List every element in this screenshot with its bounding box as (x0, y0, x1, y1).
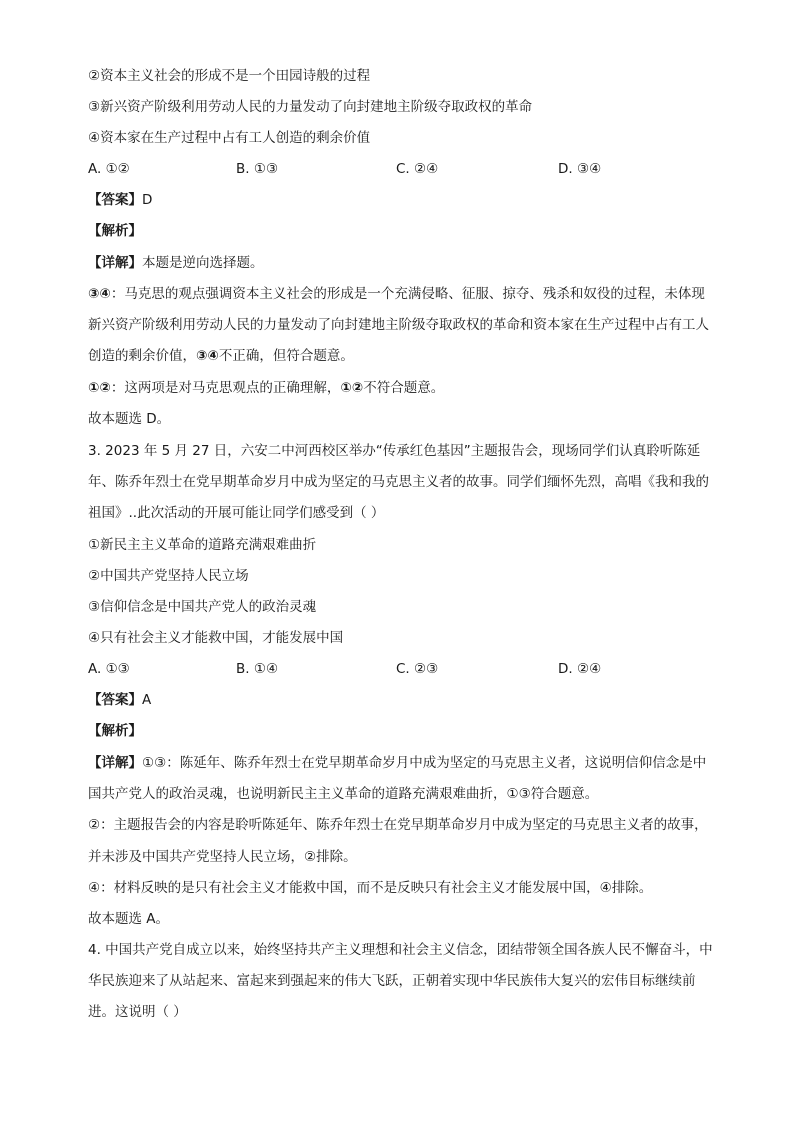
q3-detail3-line1: ④：材料反映的是只有社会主义才能救中国，而不是反映只有社会主义才能发展中国，④排除。 (88, 880, 653, 896)
q2-option-a: A. ①② (88, 161, 130, 177)
q3-item-3: ③信仰信念是中国共产党人的政治灵魂 (88, 599, 317, 615)
q3-options (88, 659, 728, 679)
q2-para1-mark2: ③④ (196, 348, 219, 364)
q3-answer-tag: 【答案】 (88, 692, 142, 708)
q2-para2-mark: ①② (88, 380, 111, 396)
q3-detail-tag: 【详解】 (88, 755, 142, 771)
q3-detail-line2: 国共产党人的政治灵魂，也说明新民主主义革命的道路充满艰难曲折，①③符合题意。 (88, 786, 599, 802)
q3-stem-line1: 3. 2023 年 5 月 27 日，六安二中河西校区举办“传承红色基因”主题报告会，现场同学们认真聆听陈延 (88, 443, 701, 459)
q2-option-b: B. ①③ (236, 161, 279, 177)
q2-para1-text1: ：马克思的观点强调资本主义社会的形成是一个充满侵略、征服、掠夺、残杀和奴役的过程，未体现 (110, 286, 705, 302)
q3-detail-line1 (88, 753, 728, 773)
q3-answer-value: A (142, 692, 152, 708)
q2-para1-line1 (88, 284, 728, 304)
q2-item-2: ②资本主义社会的形成不是一个田园诗般的过程 (88, 68, 371, 84)
q3-option-b: B. ①④ (236, 661, 279, 677)
q3-conclusion: 故本题选 A。 (88, 911, 170, 927)
q3-option-d: D. ②④ (558, 661, 602, 677)
q2-conclusion: 故本题选 D。 (88, 411, 171, 427)
q3-item-1: ①新民主主义革命的道路充满艰难曲折 (88, 537, 317, 553)
q2-para2 (88, 378, 728, 398)
q3-detail-text1: ①③：陈延年、陈乔年烈士在党早期革命岁月中成为坚定的马克思主义者，这说明信仰信念是中 (142, 755, 707, 771)
q2-detail-tag: 【详解】 (88, 255, 142, 271)
q4-stem-line1: 4. 中国共产党自成立以来，始终坚持共产主义理想和社会主义信念，团结带领全国各族人民不懈奋斗，中 (88, 942, 713, 958)
q4-stem-line2: 华民族迎来了从站起来、富起来到强起来的伟大飞跃，正朝着实现中华民族伟大复兴的宏伟目标继续前 (88, 973, 696, 989)
q3-detail2-line1: ②：主题报告会的内容是聆听陈延年、陈乔年烈士在党早期革命岁月中成为坚定的马克思主义者的故事， (88, 817, 708, 833)
q3-analysis-tag: 【解析】 (88, 723, 142, 739)
q2-answer-tag: 【答案】 (88, 192, 142, 208)
q2-para2-mark2: ①② (340, 380, 364, 396)
q3-option-c: C. ②③ (396, 661, 439, 677)
q2-option-d: D. ③④ (558, 161, 602, 177)
q2-para2-text-b: 不符合题意。 (363, 380, 445, 396)
q3-stem-line3: 祖国》..此次活动的开展可能让同学们感受到（ ） (88, 505, 385, 521)
q2-para1-text3a: 创造的剩余价值， (88, 348, 196, 364)
q2-para1-mark: ③④ (88, 286, 111, 302)
q2-analysis-tag: 【解析】 (88, 223, 142, 239)
q3-answer (88, 690, 728, 710)
q2-item-3: ③新兴资产阶级利用劳动人民的力量发动了向封建地主阶级夺取政权的革命 (88, 99, 533, 115)
q2-para1-line3 (88, 346, 728, 366)
q2-para1-line2: 新兴资产阶级利用劳动人民的力量发动了向封建地主阶级夺取政权的革命和资本家在生产过程中占有工人 (88, 317, 709, 333)
q3-stem-line2: 年、陈乔年烈士在党早期革命岁月中成为坚定的马克思主义者的故事。同学们缅怀先烈，高唱《我和我的 (88, 474, 709, 490)
q3-item-2: ②中国共产党坚持人民立场 (88, 568, 249, 584)
q3-option-a: A. ①③ (88, 661, 130, 677)
q2-option-c: C. ②④ (396, 161, 439, 177)
q2-options (88, 159, 728, 179)
q2-para1-text3b: 不正确，但符合题意。 (218, 348, 354, 364)
q3-item-4: ④只有社会主义才能救中国，才能发展中国 (88, 630, 344, 646)
q2-detail-text: 本题是逆向选择题。 (142, 255, 264, 271)
q2-para2-text-a: ：这两项是对马克思观点的正确理解， (110, 380, 341, 396)
q2-detail (88, 253, 728, 273)
q2-item-4: ④资本家在生产过程中占有工人创造的剩余价值 (88, 130, 371, 146)
q3-detail2-line2: 并未涉及中国共产党坚持人民立场，②排除。 (88, 849, 357, 865)
q4-stem-line3: 进。这说明（ ） (88, 1004, 187, 1020)
q2-answer (88, 190, 728, 210)
q2-answer-value: D (142, 192, 153, 208)
